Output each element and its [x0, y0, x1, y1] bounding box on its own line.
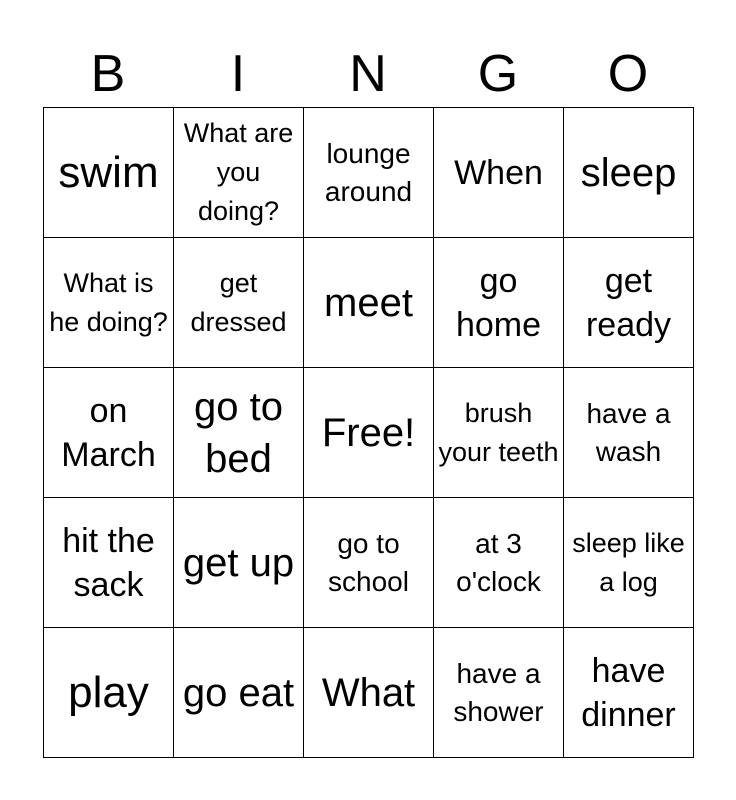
cell-text: What is he doing?	[49, 267, 168, 337]
cell-text: get dressed	[190, 267, 287, 337]
bingo-cell[interactable]	[174, 238, 304, 368]
board-row-4	[44, 498, 694, 628]
board-row-3	[44, 368, 694, 498]
cell-text: sleep like a log	[572, 527, 685, 597]
bingo-cell[interactable]	[434, 238, 564, 368]
bingo-cell[interactable]	[304, 108, 434, 238]
cell-text: hit the sack	[62, 521, 155, 604]
bingo-cell[interactable]	[44, 108, 174, 238]
bingo-cell[interactable]	[564, 108, 694, 238]
bingo-cell[interactable]	[44, 238, 174, 368]
cell-text: have a shower	[453, 657, 544, 727]
bingo-cell[interactable]	[44, 628, 174, 758]
bingo-cell[interactable]	[174, 108, 304, 238]
header-letter-n: N	[349, 45, 387, 103]
header-letter-b: B	[90, 45, 126, 103]
board-row-5	[44, 628, 694, 758]
cell-text: Free!	[321, 410, 416, 455]
bingo-cell[interactable]	[434, 108, 564, 238]
cell-text: swim	[58, 147, 159, 197]
header-letter-o: O	[607, 45, 649, 103]
bingo-cell[interactable]	[434, 628, 564, 758]
bingo-cell[interactable]	[174, 368, 304, 498]
cell-text: brush your teeth	[438, 397, 559, 467]
cell-text: lounge around	[324, 137, 413, 207]
bingo-cell[interactable]	[564, 628, 694, 758]
bingo-cell[interactable]	[174, 628, 304, 758]
bingo-header	[43, 40, 693, 108]
bingo-cell[interactable]	[564, 368, 694, 498]
header-letter-i: I	[230, 45, 246, 103]
cell-text: go to school	[328, 527, 409, 597]
bingo-cell[interactable]	[434, 368, 564, 498]
cell-text: go home	[455, 261, 542, 344]
bingo-cell[interactable]	[44, 498, 174, 628]
cell-text: get ready	[585, 261, 672, 344]
cell-text: go eat	[182, 670, 295, 715]
bingo-cell[interactable]	[304, 628, 434, 758]
bingo-cell[interactable]	[174, 498, 304, 628]
cell-text: What	[321, 670, 416, 715]
cell-text: When	[454, 153, 543, 192]
cell-text: on March	[61, 391, 156, 474]
cell-text: meet	[324, 280, 413, 325]
cell-text: have a wash	[586, 397, 671, 467]
cell-text: have dinner	[581, 651, 676, 734]
bingo-cell[interactable]	[564, 238, 694, 368]
cell-text: play	[68, 667, 149, 717]
cell-text: at 3 o'clock	[456, 527, 541, 597]
bingo-cell[interactable]	[44, 368, 174, 498]
cell-text: go to bed	[194, 384, 283, 481]
bingo-cell[interactable]	[304, 368, 434, 498]
cell-text: What are you doing?	[183, 118, 294, 226]
board-row-1	[44, 108, 694, 238]
bingo-cell[interactable]	[304, 238, 434, 368]
bingo-cell[interactable]	[434, 498, 564, 628]
cell-text: get up	[182, 540, 295, 585]
bingo-cell[interactable]	[564, 498, 694, 628]
header-letter-g: G	[477, 45, 519, 103]
bingo-board	[43, 107, 694, 758]
cell-text: sleep	[580, 150, 677, 195]
board-row-2	[44, 238, 694, 368]
bingo-cell[interactable]	[304, 498, 434, 628]
